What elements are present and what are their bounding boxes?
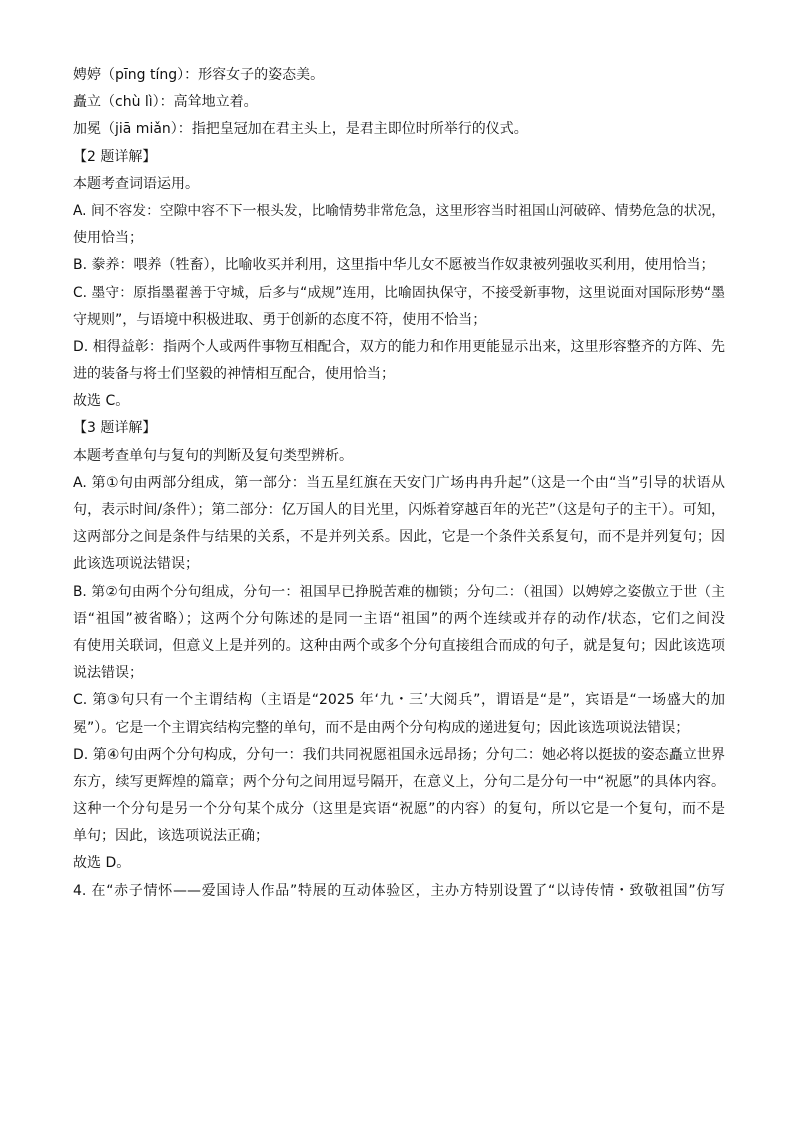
- text-line: 使用恰当；: [73, 230, 143, 247]
- text-line: 加冕（jiā miǎn）：指把皇冠加在君主头上，是君主即位时所举行的仪式。: [73, 121, 528, 138]
- text-line: 东方，续写更辉煌的篇章；两个分句之间用逗号隔开，在意义上，分句二是分句一中“祝愿”的具体内容。: [73, 773, 725, 790]
- text-line: 语“祖国”被省略）；这两个分句陈述的是同一主语“祖国”的两个连续或并存的动作/状态，它们之间没: [73, 610, 725, 627]
- text-line: 娉婷（pīng tíng）：形容女子的姿态美。: [73, 67, 325, 83]
- text-line: A. 第①句由两部分组成，第一部分：当五星红旗在天安门广场冉冉升起”（这是一个由“当”引导的状语从: [73, 474, 725, 491]
- text-line: 这种一个分句是另一个分句某个成分（这里是宾语“祝愿”的内容）的复句，所以它是一个复句，而不是: [73, 801, 725, 818]
- text-line: 此该选项说法错误；: [73, 556, 199, 573]
- text-line: D. 第④句由两个分句构成，分句一：我们共同祝愿祖国永远昂扬；分句二：她必将以挺拔的姿态矗立世界: [73, 746, 725, 763]
- text-line: D. 相得益彰：指两个人或两件事物互相配合，双方的能力和作用更能显示出来，这里形容整齐的方阵、先: [73, 338, 725, 355]
- text-line: 单句；因此，该选项说法正确；: [73, 828, 269, 845]
- text-line: 这两部分之间是条件与结果的关系，不是并列关系。因此，它是一个条件关系复句，而不是并列复句；因: [73, 529, 725, 546]
- text-line: C. 第③句只有一个主谓结构（主语是“2025 年‘九・三’大阅兵”，谓语是“是”，宾语是“一场盛大的加: [73, 692, 725, 709]
- text-line: 说法错误；: [73, 665, 143, 682]
- text-line: A. 间不容发：空隙中容不下一根头发，比喻情势非常危急，这里形容当时祖国山河破碎、情势危急的状况，: [73, 202, 725, 219]
- text-line: 本题考查单句与复句的判断及复句类型辨析。: [73, 447, 353, 464]
- text-line: 冕”）。它是一个主谓宾结构完整的单句，而不是由两个分句构成的递进复句；因此该选项说法错误；: [73, 719, 690, 736]
- question-text: 4. 在“赤子情怀——爱国诗人作品”特展的互动体验区，主办方特别设置了“以诗传情・致敬祖国”仿写: [73, 882, 725, 899]
- text-line: C. 墨守：原指墨翟善于守城，后多与“成规”连用，比喻固执保守，不接受新事物，这里说面对国际形势“墨: [73, 284, 725, 301]
- text-line: 故选 C。: [73, 393, 130, 410]
- text-line: 句，表示时间/条件）；第二部分：亿万国人的目光里，闪烁着穿越百年的光芒”（这是句子的主干）。可知，: [73, 502, 725, 518]
- text-line: 进的装备与将士们坚毅的神情相互配合，使用恰当；: [73, 366, 395, 383]
- section-heading: 【2 题详解】: [73, 148, 157, 165]
- text-line: 有使用关联词，但意义上是并列的。这种由两个或多个分句直接组合而成的句子，就是复句；因此该选项: [73, 637, 725, 654]
- section-heading: 【3 题详解】: [73, 420, 157, 437]
- document-body: [73, 62, 725, 905]
- text-line: 守规则”，与语境中积极进取、勇于创新的态度不符，使用不恰当；: [73, 311, 487, 328]
- text-line: B. 豢养：喂养（牲畜），比喻收买并利用，这里指中华儿女不愿被当作奴隶被列强收买利用，使用恰当；: [73, 257, 715, 274]
- text-line: 故选 D。: [73, 855, 131, 872]
- text-line: B. 第②句由两个分句组成，分句一：祖国早已挣脱苦难的枷锁；分句二：（祖国）以娉婷之姿傲立于世（主: [73, 583, 725, 600]
- text-line: 矗立（chù lì）：高耸地立着。: [73, 94, 258, 111]
- text-line: 本题考查词语运用。: [73, 175, 199, 192]
